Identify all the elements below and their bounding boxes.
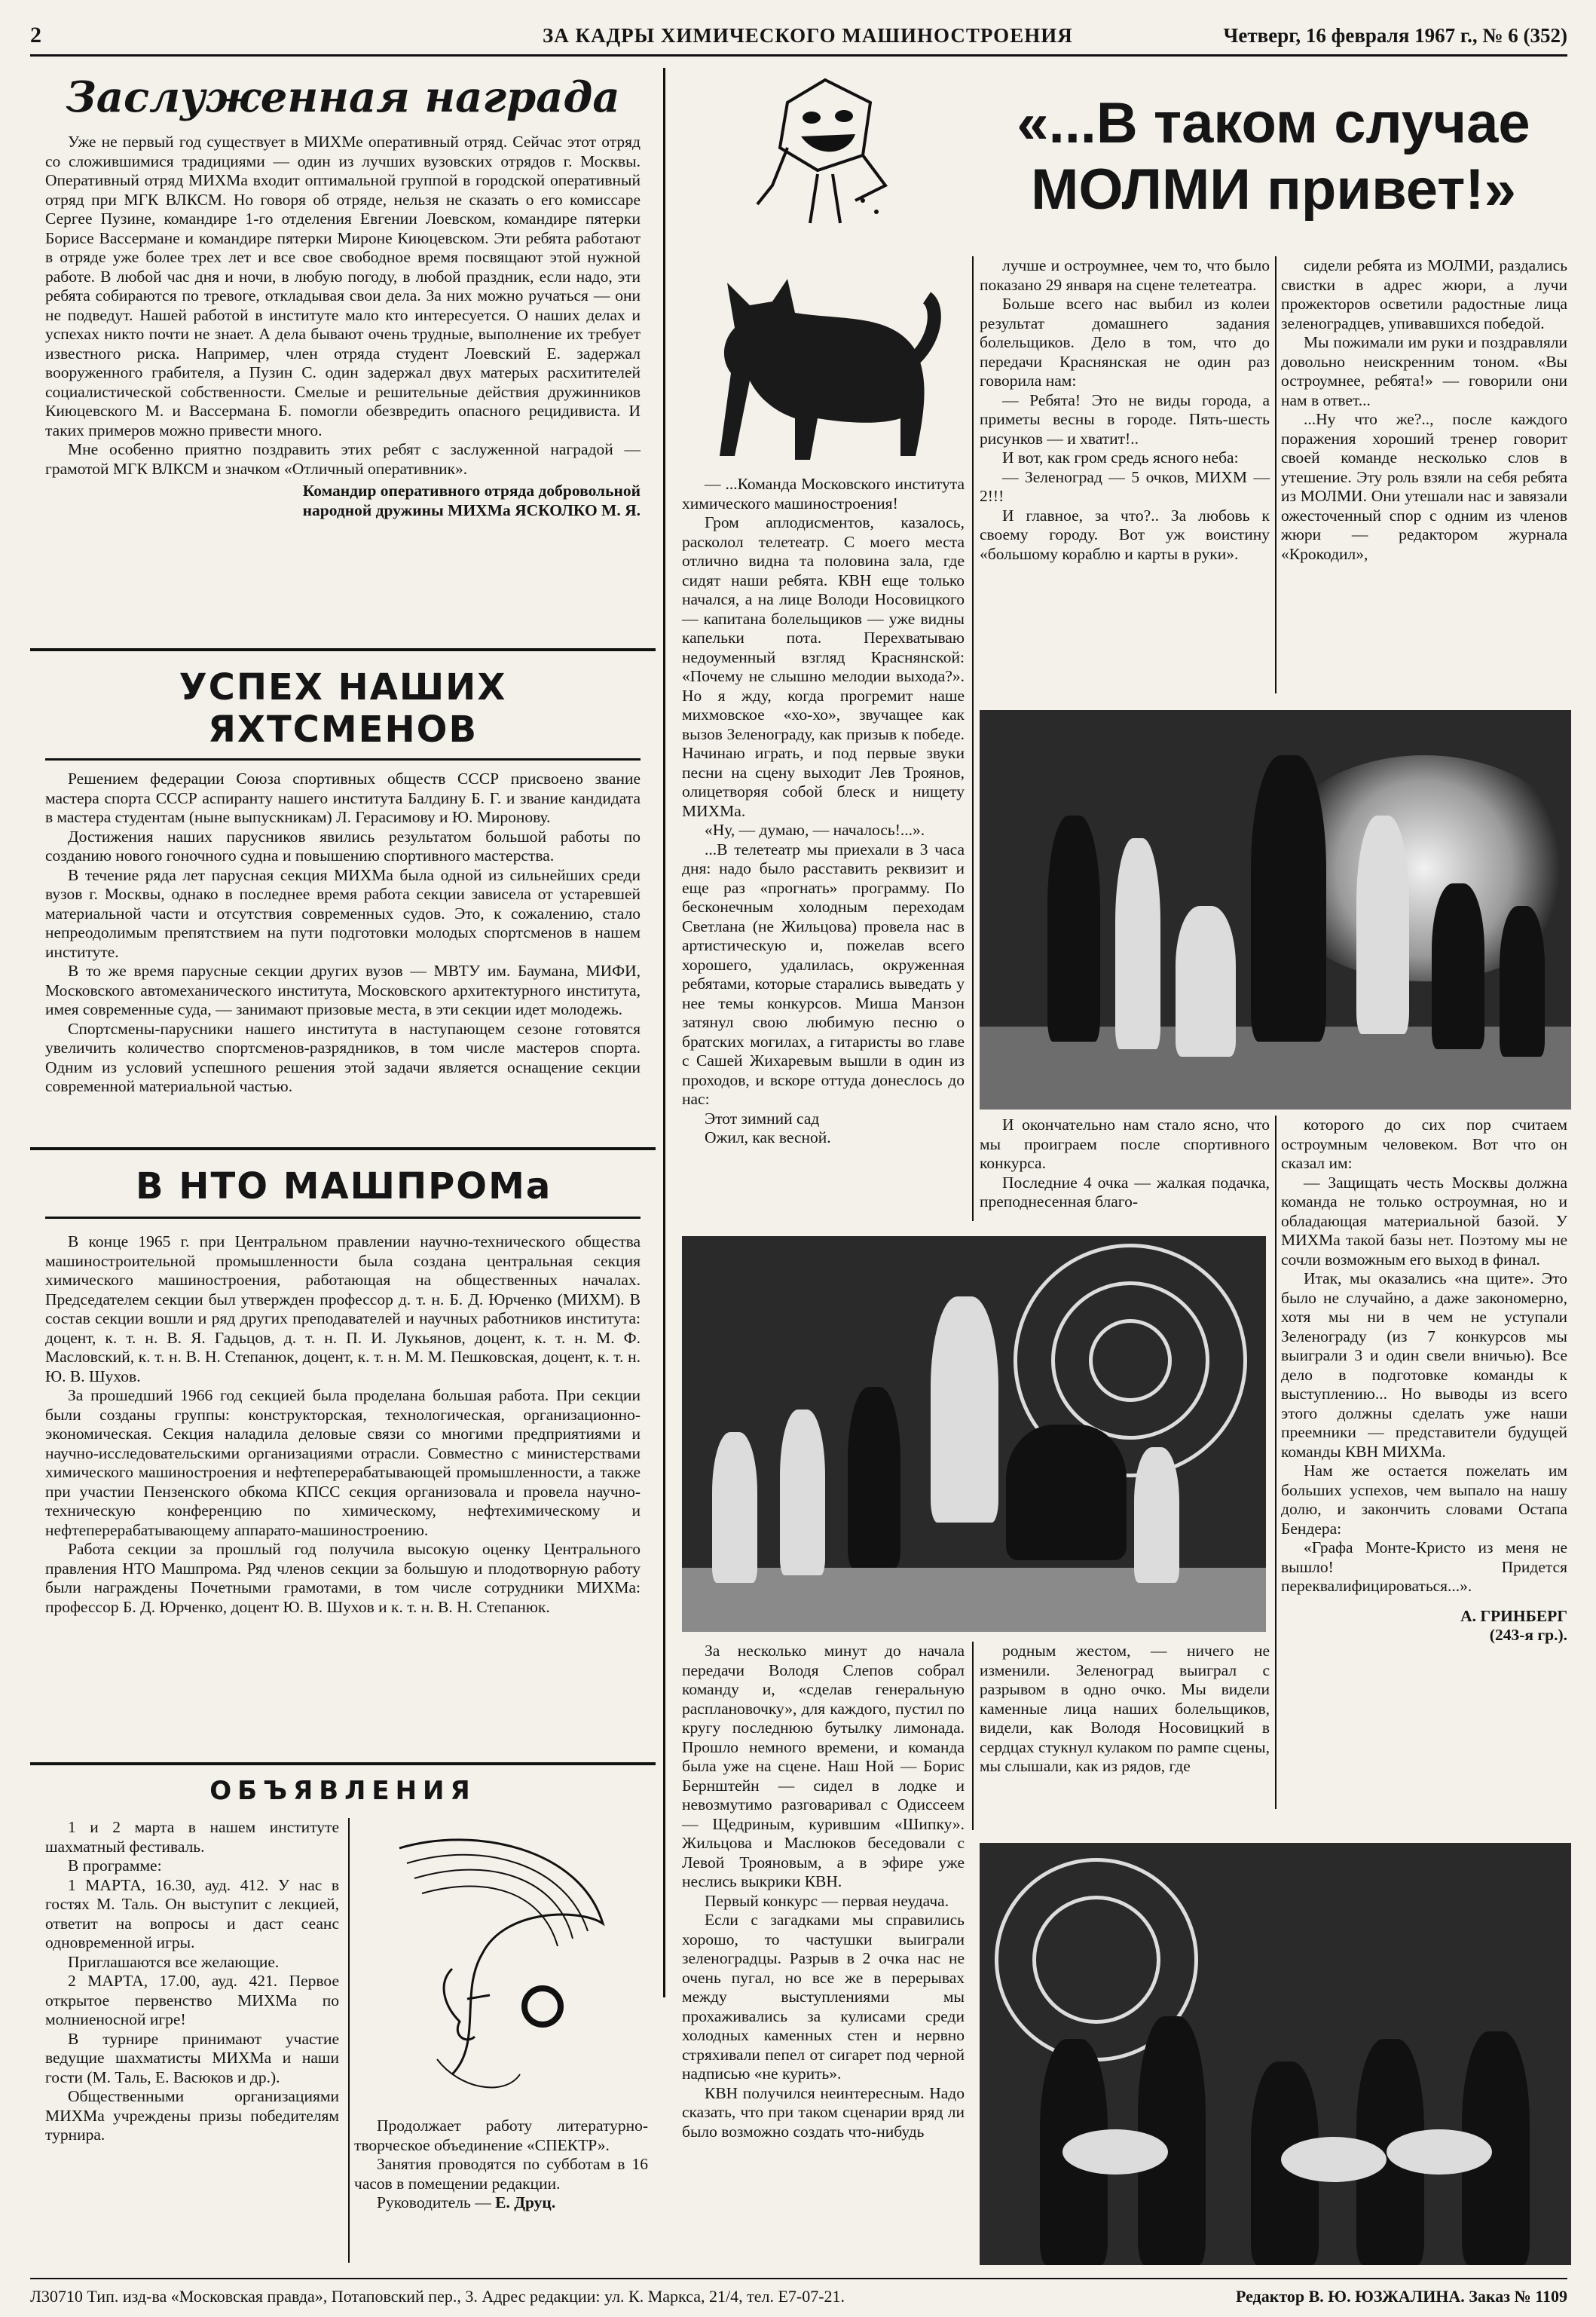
chess-paragraph: В программе: <box>68 1856 162 1875</box>
spectr-paragraph: Занятия проводятся по субботам в 16 часов в помещении редакции. <box>354 2155 648 2193</box>
yacht-body <box>45 770 641 1097</box>
signature-line: Командир оперативного отряда добровольной <box>302 482 641 500</box>
molmi-column-1 <box>682 475 965 1148</box>
column-divider <box>663 68 665 1997</box>
molmi-paragraph: которого до сих пор считаем остроумным человеком. Вот что он сказал им: <box>1281 1116 1567 1172</box>
chess-paragraph: 1 МАРТА, 16.30, ауд. 412. У нас в гостях М. Таль. Он выступит с лекцией, ответит на вопросы и даст сеанс одновременной игры. <box>45 1875 339 1951</box>
nto-body <box>45 1232 641 1617</box>
molmi-paragraph: Первый конкурс — первая неудача. <box>705 1891 949 1910</box>
editor-info: Редактор В. Ю. ЮЗЖАЛИНА. Заказ № 1109 <box>1235 2287 1567 2306</box>
chess-announcement <box>45 1818 339 2145</box>
imprint-footer <box>30 2278 1567 2306</box>
molmi-paragraph: Если с загадками мы справились хорошо, то частушки выиграли зеленоградцы. Разрыв в 2 очка нас не очень пугал, но все же в перерывах между выступлениями мы прохаживались за кулисами среди холодных каменных стен и нервно стряхивали пепел от сигарет под черной надписью «не курить». <box>682 1911 965 2083</box>
issue-date: Четверг, 16 февраля 1967 г., № 6 (352) <box>1223 24 1567 47</box>
section-rule <box>30 648 656 651</box>
molmi-paragraph: И вот, как гром средь ясного неба: <box>1002 448 1239 467</box>
yacht-paragraph: В то же время парусные секции других вузов — МВТУ им. Баумана, МИФИ, Московского автомеханического института, Московского архитектурного института, имея современные суда, — занимают призовые места, в эти секции идет молодежь. <box>45 962 641 1018</box>
molmi-paragraph: — Защищать честь Москвы должна команда не только остроумная, но и обладающая материальной базой. У МИХМа такой базы нет. Поэтому мы не сочли возможным его выход в финал. <box>1281 1173 1567 1269</box>
smiling-face-icon <box>742 72 908 246</box>
molmi-column-2b <box>980 1116 1270 1212</box>
cartoon-face <box>742 72 908 246</box>
molmi-paragraph: лучше и остроумнее, чем то, что было показано 29 января на сцене телетеатра. <box>980 256 1270 294</box>
cat-icon <box>689 268 946 471</box>
print-info: Л30710 Тип. изд-ва «Московская правда», Потаповский пер., 3. Адрес редакции: ул. К. Маркса, 21/4, тел. Е7-07-21. <box>30 2287 845 2306</box>
cat-caption: — ...Команда Московского института химического машиностроения! <box>682 475 965 513</box>
yacht-paragraph: Достижения наших парусников явились результатом большой работы по созданию нового гоночного судна и повышению спортивного мастерства. <box>45 827 641 865</box>
molmi-paragraph: сидели ребята из МОЛМИ, раздались свистки в адрес жюри, а лучи прожекторов осветили радостные лица зеленоградцев, упивавшихся победой. <box>1281 256 1567 332</box>
nto-article <box>45 1165 641 1617</box>
molmi-headline <box>968 90 1579 223</box>
headline-line: «...В таком случае <box>1017 91 1530 155</box>
face-line-drawing-icon <box>354 1818 648 2112</box>
guitarists-photo <box>980 1843 1571 2265</box>
molmi-paragraph: — Ребята! Это не виды города, а приметы весны в городе. Пять-шесть рисунков — и хватит!.. <box>980 390 1270 448</box>
molmi-paragraph: Нам же остается пожелать им больших успехов, чем выпало на нашу долю, и закончить словами Остапа Бендера: <box>1281 1462 1567 1538</box>
yacht-article <box>45 666 641 1097</box>
molmi-paragraph: И главное, за что?.. За любовь к своему городу. Вот уж воистину «большому кораблю и карты в руки». <box>980 506 1270 563</box>
nto-paragraph: Работа секции за прошлый год получила высокую оценку Центрального правления НТО Машпрома. Ряд членов секции за большую и плодотворную работу были награждены Почетными грамотами, в том числе сотрудники МИХМа: профессор Б. Д. Юрченко, доцент Ю. В. Шухов и к. т. н. В. Н. Степанюк. <box>45 1540 641 1616</box>
spectr-sign-name: Е. Друц. <box>495 2193 556 2211</box>
ads-divider <box>348 1818 350 2263</box>
yacht-paragraph: Спортсмены-парусники нашего института в наступающем сезоне готовятся увеличить количество спортсменов-разрядников, в том числе мастеров спорта. Одним из условий успешного решения этой задачи является оснащение секции современной материальной частью. <box>45 1019 641 1095</box>
molmi-paragraph: «Графа Монте-Кристо из меня не вышло! Придется переквалифицироваться...». <box>1281 1538 1567 1595</box>
molmi-paragraph: И окончательно нам стало ясно, что мы проиграем после спортивного конкурса. <box>980 1116 1270 1172</box>
spectr-sign-label: Руководитель — <box>377 2193 491 2211</box>
ads-section <box>45 1776 641 1806</box>
molmi-paragraph: «Ну, — думаю, — началось!...». <box>705 821 925 839</box>
spectr-signature <box>354 2193 648 2213</box>
nto-headline: В НТО МАШПРОМа <box>45 1165 641 1219</box>
molmi-paragraph: Итак, мы оказались «на щите». Это было не случайно, а даже закономерно, хотя мы ни в чем не уступали Зеленограду (из 7 конкурсов мы выиграли 3 и один свели вничью). Все дело в подготовке команды к выступлению... Но выводы из всего этого должны сделать уже наши преемники — представители будущей команды КВН МИХМа. <box>1281 1269 1567 1461</box>
chess-paragraph: 1 и 2 марта в нашем институте шахматный фестиваль. <box>45 1818 339 1856</box>
column-divider <box>972 1642 974 1830</box>
masthead-strip <box>30 20 1567 57</box>
award-signature <box>45 482 641 520</box>
stage-photo-1 <box>980 710 1571 1110</box>
molmi-column-1b <box>682 1642 965 2141</box>
yacht-paragraph: Решением федерации Союза спортивных обществ СССР присвоено звание мастера спорта СССР аспиранту нашего института Балдину Б. Г. и звание кандидата в мастера студентам (ныне выпускникам) Л. Герасимову и Ю. Миронову. <box>45 770 641 826</box>
poem-line: Ожил, как весной. <box>705 1128 831 1146</box>
molmi-paragraph: ...В телетеатр мы приехали в 3 часа дня: надо было расставить реквизит и еще раз «прогнать» программу. По бесконечным холодным переходам Светлана (не Жильцова) провела нас в артистическую и, пожелав всего хорошего, удалилась, окруженная ребятами, которые старались выведать у нее темы конкурсов. Миша Манзон затянул свою любимую песню о братских могилах, а гитаристы во главе с Сашей Жихаревым вышли в один из проходов, и вскоре оттуда донеслось до нас: <box>682 840 965 1108</box>
molmi-paragraph: Мы пожимали им руки и поздравляли довольно неискренним тоном. «Вы остроумнее, ребята!» — говорили они нам в ответ... <box>1281 333 1567 409</box>
molmi-paragraph: Гром аплодисментов, казалось, расколол телетеатр. С моего места отлично видна та половина зала, где сидят наши ребята. КВН еще только начался, а на лице Володи Носовицкого — капитана болельщиков — уже видны капельки пота. Перехватываю недоуменный взгляд Краснянской: «Почему не слышно мелодии выхода?». Но я жду, когда прогремит наше михмовское «хо-хо», звучащее как вызов Зеленограду, как призыв к победе. Начинаю играть, и под первые звуки песни на сцену выходит Лев Троянов, олицетворяя собой блеск и нищету МИХМа. <box>682 513 965 820</box>
yacht-paragraph: В течение ряда лет парусная секция МИХМа была одной из сильнейших среди вузов г. Москвы, однако в последнее время работа секции зависела от устаревшей материальной части и отсутствия современных судов. Это, к сожалению, стало непреодолимым препятствием на пути подготовки молодых спортсменов в нашем институте. <box>45 865 641 961</box>
molmi-column-2c <box>980 1642 1270 1777</box>
nto-paragraph: За прошедший 1966 год секцией была проделана большая работа. При секции были созданы группы: конструкторская, технологическая, организационно-экономическая. Секция наладила деловые связи со многими предприятиями и научно-исследовательскими организациями отрасли. Совместно с министерствами химического машиностроения и нефтеперерабатывающей промышленности, а также при участии Пензенского обкома КПСС секция организовала и провела научно-техническую конференцию по химическому, нефтехимическому и нефтеперерабатывающему аппарато-машиностроению. <box>45 1386 641 1539</box>
award-paragraph: Уже не первый год существует в МИХМе оперативный отряд. Сейчас этот отряд со сложившимися традициями — один из лучших вузовских отрядов г. Москвы. Оперативный отряд МИХМа входит оптимальной группой в городской оперативный отряд при МГК ВЛКСМ. Но говоря об отряде, нельзя не сказать о его комиссаре Сергее Пузине, командире 1-го отделения Евгении Лоевском, командире пятерки Борисе Вассермане и командире пятерки Мироне Киюцевском. Эти ребята работают в отряде уже более трех лет и все свое свободное время посвящают этой нужной работе. В любой час дня и ночи, в любую погоду, в любой праздник, если надо, эти ребята собираются по тревоге, откладывая свои дела. За них можно ручаться — они не подведут. Нашей работой в институте мало кто интересуется. О наших делах и успехах никто почти не знает. А дела бывают очень трудные, выполнение их требует известного риска. Например, член отряда студент Лоевский Е. задержал вооруженного грабителя, а Пузин С. один задержал двух матерых расхитителей социалистической собственности. Смелые и решительные действия дружинников Киюцевского М. и Вассермана Б. помогли обезвредить опасного рецидивиста. И таких примеров можно привести много. <box>45 133 641 439</box>
section-rule <box>30 1147 656 1150</box>
signature-line: народной дружины МИХМа ЯСКОЛКО М. Я. <box>302 500 641 519</box>
stage-photo-2 <box>682 1236 1266 1632</box>
molmi-column-2 <box>980 256 1270 564</box>
award-article <box>45 72 641 520</box>
column-divider <box>1275 1116 1276 1809</box>
molmi-paragraph: ...Ну что же?.., после каждого поражения хороший тренер говорит своей команде несколько слов в утешение. Эту роль взяли на себя ребята из МОЛМИ. Они утешали нас и завязали ожесточенный спор с одним из членов жюри — редактором журнала «Крокодил», <box>1281 410 1567 563</box>
chess-paragraph: 2 МАРТА, 17.00, ауд. 421. Первое открытое первенство МИХМа по молниеносной игре! <box>45 1972 339 2028</box>
column-divider <box>1275 256 1276 693</box>
molmi-column-3 <box>1281 256 1567 564</box>
molmi-paragraph: Больше всего нас выбил из колеи результат домашнего задания болельщиков. Дело в том, что до передачи Краснянская не один раз говорила нам: <box>980 295 1270 390</box>
molmi-paragraph: Последние 4 очка — жалкая подачка, преподнесенная благо- <box>980 1173 1270 1211</box>
poem-line: Этот зимний сад <box>705 1109 820 1128</box>
author-group: (243-я гр.). <box>1489 1626 1567 1644</box>
award-headline: Заслуженная награда <box>66 72 620 122</box>
author-signature <box>1281 1607 1567 1645</box>
cat-silhouette <box>689 268 946 471</box>
spectr-announcement <box>354 2117 648 2213</box>
newspaper-name: ЗА КАДРЫ ХИМИЧЕСКОГО МАШИНОСТРОЕНИЯ <box>543 24 1073 47</box>
spectr-illustration <box>354 1818 648 2112</box>
chess-paragraph: В турнире принимают участие ведущие шахматисты МИХМа и наши гости (М. Таль, Е. Васюков и др.). <box>45 2029 339 2086</box>
award-paragraph: Мне особенно приятно поздравить этих ребят с заслуженной наградой — грамотой МГК ВЛКСМ и значком «Отличный оперативник». <box>45 440 641 478</box>
section-rule <box>30 1762 656 1765</box>
chess-paragraph: Общественными организациями МИХМа учреждены призы победителям турнира. <box>45 2087 339 2144</box>
award-body <box>45 133 641 479</box>
molmi-paragraph: За несколько минут до начала передачи Володя Слепов собрал команду и, «сделав генеральную расплановочку», для каждого, пустил по кругу последнюю бутылку лимонада. Прошло немного времени, и команда была уже на сцене. Наш Ной — Борис Бернштейн — сидел в лодке и невозмутимо разговаривал с Одиссеем — Щедриным, курившим «Шипку». Жильцова и Маслюков беседовали с Левой Трояновым, а в эфире уже неслись выкрики КВН. <box>682 1642 965 1890</box>
molmi-paragraph: КВН получился неинтересным. Надо сказать, что при таком сценарии вряд ли было возможно создать что-нибудь <box>682 2083 965 2141</box>
molmi-paragraph: родным жестом, — ничего не изменили. Зеленоград выиграл с разрывом в одно очко. Мы видели каменные лица наших болельщиков, видели, как Володя Носовицкий в сердцах стукнул кулаком по рампе сцены, мы слышали, как из рядов, где <box>980 1642 1270 1775</box>
molmi-paragraph: — Зеленоград — 5 очков, МИХМ — 2!!! <box>980 467 1270 505</box>
column-divider <box>972 256 974 1221</box>
page-number: 2 <box>30 23 41 47</box>
nto-paragraph: В конце 1965 г. при Центральном правлении научно-технического общества машиностроительной промышленности была создана центральная секция химического машиностроения, работающая на общественных началах. Председателем секции был утвержден профессор д. т. н. Б. Д. Юрченко (МИХМ). В состав секции вошли и ряд других преподавателей и научных работников института: доцент, к. т. н. В. Я. Гадьцов, д. т. н. П. И. Лукьянов, доцент, к. т. н. М. Ф. Масловский, к. т. н. В. Н. Степанюк, доцент, к. т. н. М. М. Пешковская, доцент, к. т. н. Ю. В. Шухов. <box>45 1232 641 1385</box>
headline-line: МОЛМИ привет!» <box>1031 158 1516 222</box>
yacht-headline: УСПЕХ НАШИХ ЯХТСМЕНОВ <box>45 666 641 761</box>
chess-paragraph: Приглашаются все желающие. <box>68 1952 280 1971</box>
ads-headline: ОБЪЯВЛЕНИЯ <box>209 1776 476 1806</box>
author-name: А. ГРИНБЕРГ <box>1460 1606 1567 1625</box>
spectr-paragraph: Продолжает работу литературно-творческое объединение «СПЕКТР». <box>354 2117 648 2154</box>
molmi-column-3b <box>1281 1116 1567 1645</box>
